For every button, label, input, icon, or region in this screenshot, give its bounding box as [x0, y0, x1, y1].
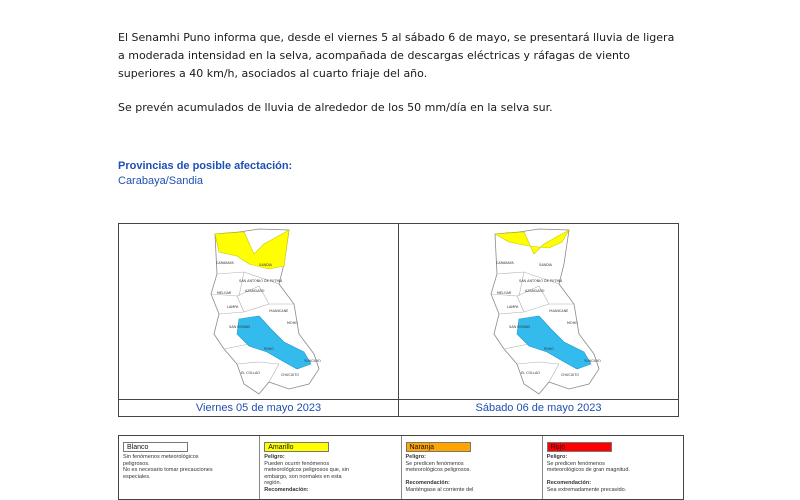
legend-label-naranja: Naranja — [406, 442, 471, 452]
puno-map-friday — [119, 224, 399, 400]
legend-line: región. — [264, 480, 282, 486]
province-label: EL COLLAO — [241, 371, 260, 375]
map-panel-saturday — [398, 224, 678, 416]
map-caption-friday: Viernes 05 de mayo 2023 — [119, 399, 398, 416]
warning-paragraph-2: Se prevén acumulados de lluvia de alrededor de los 50 mm/día en la selva sur. — [118, 101, 553, 114]
province-label: MOHO — [287, 321, 298, 325]
province-label: SAN ANTONIO DE PUTINA — [239, 279, 283, 283]
legend-amarillo — [259, 436, 400, 499]
legend-line: Peligro: — [405, 454, 426, 460]
legend-label-rojo: Rojo — [547, 442, 612, 452]
province-label: PUNO — [264, 347, 274, 351]
legend-line: Se predicen fenómenos — [405, 460, 464, 467]
legend-blanco — [119, 436, 259, 499]
region-outline — [491, 229, 599, 394]
province-label: PUNO — [544, 347, 554, 351]
legend-line: peligrosos. — [123, 460, 150, 467]
legend-line: meteorológicos peligrosos. — [405, 467, 471, 473]
alert-legend — [118, 435, 684, 500]
province-label: MELGAR — [497, 291, 512, 295]
warning-paragraph-1: El Senamhi Puno informa que, desde el viernes 5 al sábado 6 de mayo, se presentará lluvia de ligera a moderada intensidad en la selva, acompañada de descargas eléctricas y ráfagas de viento superiores a 40 km/h, asociados al cuarto friaje del año. — [118, 31, 675, 80]
province-label: HUANCANE — [549, 309, 569, 313]
province-label: SANDIA — [539, 263, 553, 267]
legend-label-amarillo: Amarillo — [264, 442, 329, 452]
province-label: SAN ROMAN — [229, 325, 250, 329]
legend-line: Pueden ocurrir fenómenos — [264, 460, 330, 467]
legend-line: Peligro: — [264, 454, 285, 460]
map-caption-saturday: Sábado 06 de mayo 2023 — [399, 399, 678, 416]
puno-map-saturday — [399, 224, 679, 400]
province-label: CHUCUITO — [561, 373, 579, 377]
legend-line: Recomendación: — [264, 486, 309, 493]
province-label: SAN ANTONIO DE PUTINA — [519, 279, 563, 283]
province-label: SAN ROMAN — [509, 325, 530, 329]
province-label: LAMPA — [507, 305, 519, 309]
province-label: HUANCANE — [269, 309, 289, 313]
province-label: YUNGUYO — [304, 359, 321, 363]
province-label: EL COLLAO — [521, 371, 540, 375]
province-label: CARABAYA — [496, 261, 514, 265]
legend-line: No es necesario tomar precauciones — [123, 467, 213, 473]
province-label: MOHO — [567, 321, 578, 325]
legend-naranja — [401, 436, 542, 499]
legend-line: Sin fenómenos meteorológicos — [123, 454, 199, 460]
province-label: MELGAR — [217, 291, 232, 295]
legend-line: Sea extremadamente precavido. — [546, 486, 627, 493]
provinces-value: Carabaya/Sandia — [118, 175, 204, 187]
legend-line: meteorológicos peligrosos que, sin — [264, 467, 349, 473]
legend-line: especiales. — [123, 473, 151, 480]
legend-rojo — [542, 436, 683, 499]
legend-label-blanco: Blanco — [123, 442, 188, 452]
province-label: CARABAYA — [216, 261, 234, 265]
map-panel-friday — [119, 224, 398, 416]
province-label: YUNGUYO — [584, 359, 601, 363]
province-label: CHUCUITO — [281, 373, 299, 377]
maps-table — [118, 223, 679, 417]
province-label: AZANGARO — [525, 289, 545, 293]
legend-line: Peligro: — [546, 454, 568, 460]
legend-line: Manténgase al corriente del — [405, 486, 474, 493]
legend-line: meteorológicos de gran magnitud. — [546, 467, 630, 473]
legend-line: Recomendación: — [405, 480, 450, 486]
province-label: LAMPA — [227, 305, 239, 309]
provinces-title: Provincias de posible afectación: — [118, 160, 293, 172]
legend-line: Recomendación: — [546, 480, 592, 486]
legend-line: embargo, son normales en esta — [264, 473, 342, 480]
province-label: AZANGARO — [245, 289, 265, 293]
province-label: SANDIA — [259, 263, 273, 267]
legend-line: Se predicen fenómenos — [546, 460, 605, 467]
